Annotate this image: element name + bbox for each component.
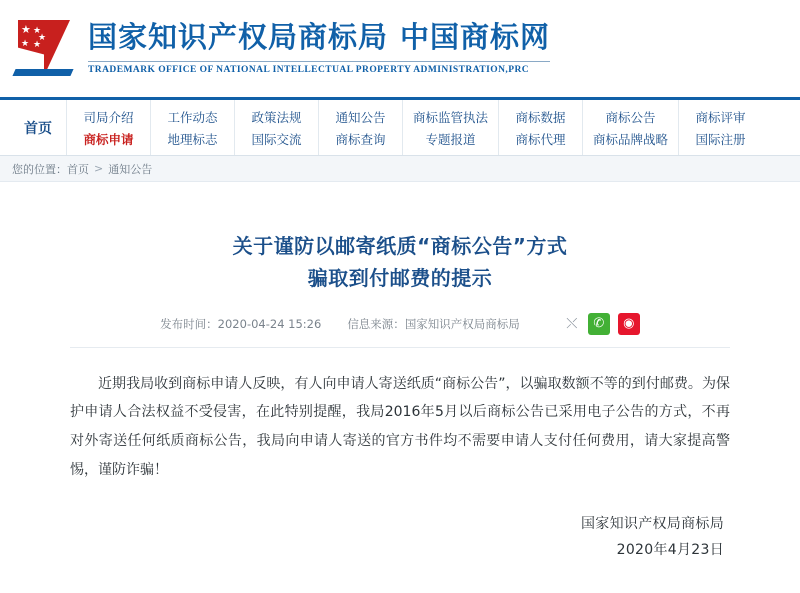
- site-title-block: [88, 22, 550, 75]
- nav-group-2[interactable]: [150, 100, 234, 155]
- nav-group-7[interactable]: [582, 100, 678, 155]
- breadcrumb-item-home[interactable]: 首页: [67, 162, 89, 176]
- nav-item-brand-strategy[interactable]: 商标品牌战略: [592, 131, 668, 147]
- content-wrapper: [0, 182, 800, 564]
- breadcrumb-item-notices[interactable]: 通知公告: [108, 162, 153, 176]
- site-title-cn-1: 国家知识产权局商标局: [88, 20, 389, 55]
- source-value: 国家知识产权局商标局: [404, 316, 520, 331]
- article-body: 近期我局收到商标申请人反映，有人向申请人寄送纸质“商标公告”，以骗取数额不等的到付邮费。为保护申请人合法权益不受侵害，在此特别提醒，我局2016年5月以后商标公告已采用电子公告的方式，不再对外寄送任何纸质商标公告，我局向申请人寄送的官方书件均不需要申请人支付任何费用，请大家提高警惕，谨防诈骗！: [70, 375, 730, 478]
- article-card: [36, 200, 764, 564]
- article-signature: [70, 511, 730, 564]
- nav-item-trademark-agency[interactable]: 商标代理: [515, 131, 566, 147]
- site-title-en: TRADEMARK OFFICE OF NATIONAL INTELLECTUAL PROPERTY ADMINISTRATION,PRC: [88, 61, 550, 75]
- nav-item-trademark-review[interactable]: 商标评审: [695, 109, 746, 125]
- publish-time: [160, 316, 321, 332]
- nav-group-5[interactable]: [402, 100, 498, 155]
- weibo-icon[interactable]: ◉: [618, 313, 640, 335]
- nav-item-work-news[interactable]: 工作动态: [167, 109, 218, 125]
- cnipa-flag-logo-icon: ★ ★ ★ ★ ★: [14, 18, 76, 80]
- article-meta: [70, 313, 730, 348]
- page-title-line-2: 骗取到付邮费的提示: [307, 266, 493, 291]
- nav-item-policy-law[interactable]: 政策法规: [251, 109, 302, 125]
- main-nav[interactable]: [0, 100, 800, 156]
- nav-item-trademark-enforcement[interactable]: 商标监管执法: [412, 109, 488, 125]
- source-label: 信息来源：: [347, 316, 405, 331]
- signature-organization: 国家知识产权局商标局: [581, 515, 724, 532]
- nav-item-trademark-application[interactable]: 商标申请: [83, 131, 134, 147]
- breadcrumb-label: 您的位置：: [12, 162, 67, 176]
- nav-group-6[interactable]: [498, 100, 582, 155]
- signature-date: 2020年4月23日: [616, 542, 724, 559]
- nav-item-trademark-gazette[interactable]: 商标公告: [605, 109, 656, 125]
- nav-group-3[interactable]: [234, 100, 318, 155]
- page-title-line-1: 关于谨防以邮寄纸质“商标公告”方式: [232, 234, 568, 258]
- wechat-icon[interactable]: ✆: [588, 313, 610, 335]
- publish-time-value: 2020-04-24 15:26: [217, 316, 322, 331]
- site-title-cn-2: 中国商标网: [400, 20, 551, 55]
- nav-item-international-exchange[interactable]: 国际交流: [251, 131, 302, 147]
- nav-group-8[interactable]: [678, 100, 762, 155]
- nav-group-1[interactable]: [66, 100, 150, 155]
- nav-item-international-registration[interactable]: 国际注册: [695, 131, 746, 147]
- nav-item-home[interactable]: 首页: [24, 120, 52, 137]
- nav-item-bureau-intro[interactable]: 司局介绍: [83, 109, 134, 125]
- nav-item-special-reports[interactable]: 专题报道: [425, 131, 476, 147]
- nav-item-notices[interactable]: 通知公告: [335, 109, 386, 125]
- nav-group-4[interactable]: [318, 100, 402, 155]
- nav-item-trademark-data[interactable]: 商标数据: [515, 109, 566, 125]
- breadcrumb-separator: >: [94, 162, 104, 175]
- share-icon[interactable]: ⤬: [566, 315, 578, 332]
- page-title: [70, 230, 730, 295]
- article-source: [347, 316, 520, 332]
- share-row[interactable]: [564, 313, 640, 335]
- breadcrumb: [0, 156, 800, 182]
- publish-time-label: 发布时间：: [160, 316, 218, 331]
- nav-item-trademark-search[interactable]: 商标查询: [335, 131, 386, 147]
- site-header: [0, 0, 800, 100]
- nav-item-geographical-indication[interactable]: 地理标志: [167, 131, 218, 147]
